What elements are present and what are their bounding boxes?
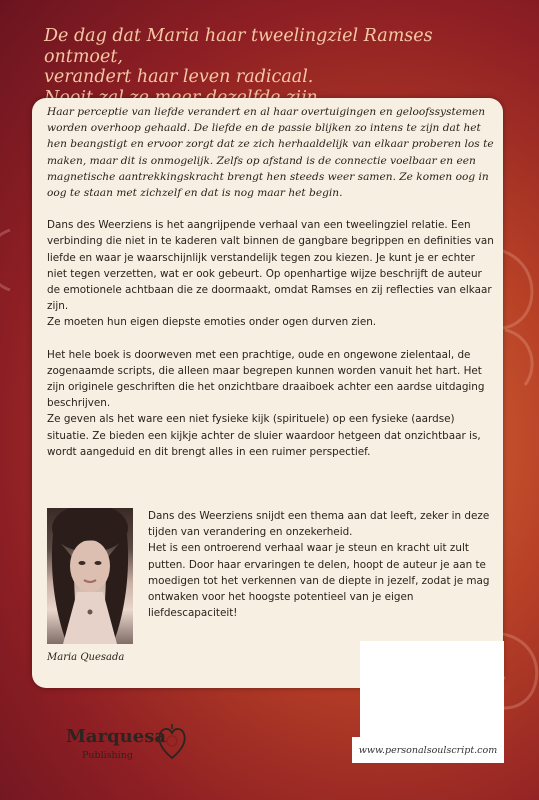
- intro-paragraph: Haar perceptie van liefde verandert en al haar overtuigingen en geloofssystemen worden overhoop gehaald. De liefde en de passie blijken zo intens te zijn dat het hen beangstigt en ervoor zorgt dat ze zich herhaaldelijk van elkaar proberen los te maken, maar dit is onmogelijk. Zelfs op afstand is de connectie voelbaar en een magnetische aantrekkingskracht brengt hen steeds weer samen. Ze komen oog in oog te staan met zichzelf en dat is nog maar het begin.: [47, 106, 494, 200]
- publisher-name: Marquesa: [66, 726, 166, 747]
- body-paragraph-1: Dans des Weerziens is het aangrijpende verhaal van een tweelingziel relatie. Een verbinding die niet in te kaderen valt binnen de gangbare begrippen en definities van liefde en waar je waarschijnlijk verstandelijk tegen zou kiezen. Je kunt je er echter niet tegen verzetten, wat er ook gebeurt. Op openhartige wijze beschrijft de auteur de emotionele achtbaan die ze doormaakt, omdat Ramses en zij reflecties van elkaar zijn. Ze moeten hun eigen diepste emoties onder ogen durven zien.: [47, 219, 494, 329]
- author-caption: Maria Quesada: [47, 652, 125, 663]
- body-paragraph-2: Het hele boek is doorweven met een prachtige, oude en ongewone zielentaal, de zogenaamde scripts, die alleen maar begrepen kunnen worden vanuit het hart. Het zijn originele geschriften die het onzichtbare draaiboek achter een aardse uitdaging beschrijven. Ze geven als het ware een niet fysieke kijk (spirituele) op een fysieke (aardse) situatie. Ze bieden een kijkje achter de sluier waardoor hetgeen dat onzichtbaar is, wordt aangeduid en dit brengt alles in een ruimer perspectief.: [47, 348, 485, 458]
- author-photo: [47, 508, 133, 644]
- heart-icon: [156, 722, 188, 762]
- publisher-logo: [38, 722, 188, 782]
- closing-paragraph: Dans des Weerziens snijdt een thema aan dat leeft, zeker in deze tijden van verandering en onzekerheid. Het is een ontroerend verhaal waar je steun en kracht uit zult putten. Door haar ervaringen te delen, hoopt de auteur je aan te moedigen tot het verkennen van de diepte in jezelf, zodat je mag ontwaken voor het hoogste potentieel van je eigen liefdescapaciteit!: [148, 510, 490, 620]
- publisher-sub: Publishing: [82, 750, 133, 761]
- barcode-area: [360, 641, 504, 739]
- website-label[interactable]: www.personalsoulscript.com: [352, 737, 504, 763]
- tagline: De dag dat Maria haar tweelingziel Ramses ontmoet, verandert haar leven radicaal.: [44, 26, 433, 87]
- blurb-body: [47, 104, 497, 476]
